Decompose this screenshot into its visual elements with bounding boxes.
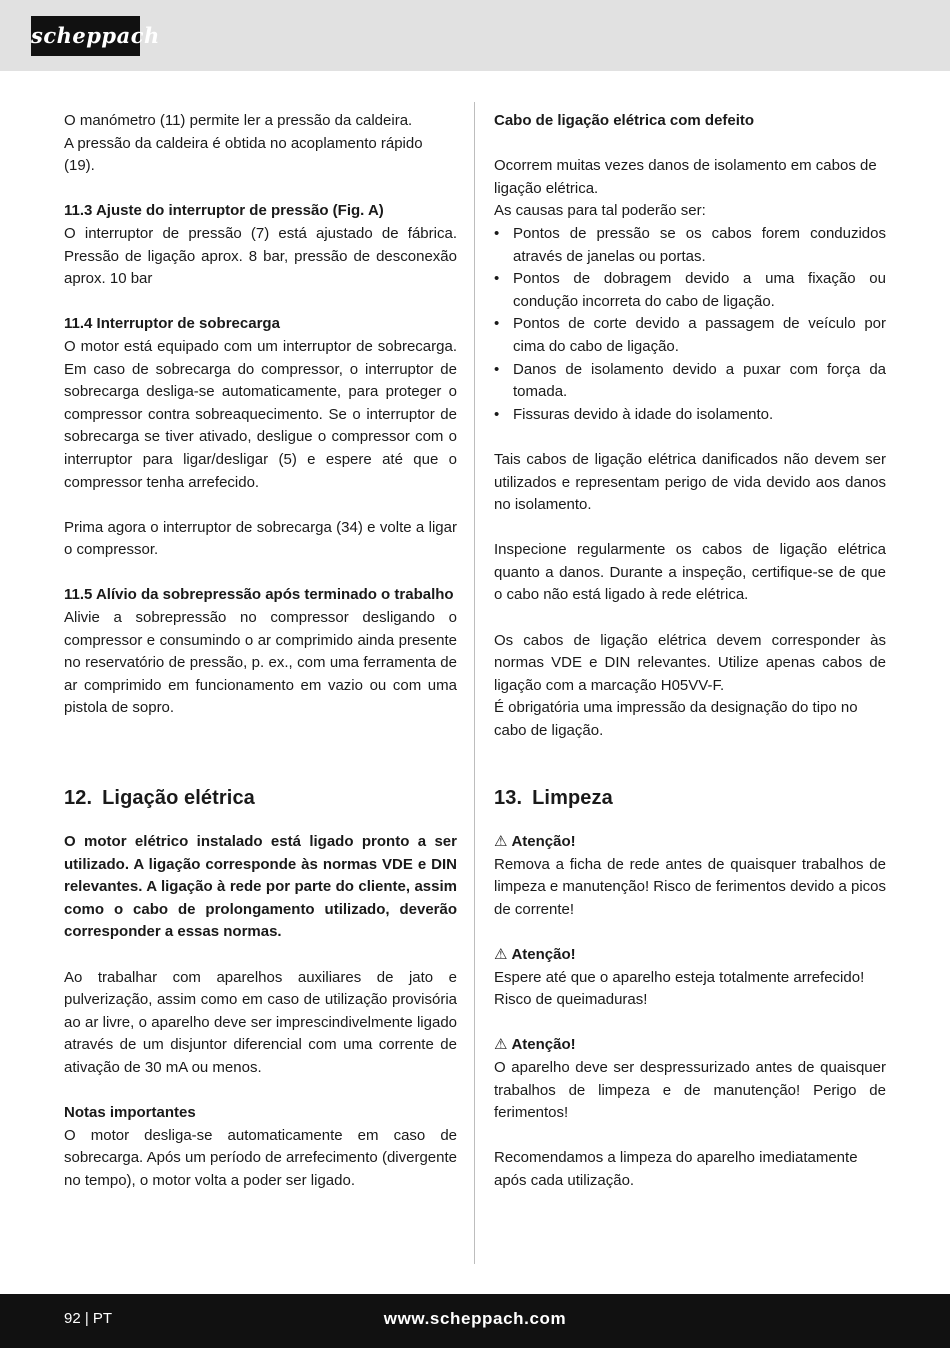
- page-footer: [0, 1294, 950, 1348]
- section-11-4-heading: 11.4 Interruptor de sobrecarga: [64, 315, 280, 333]
- warning-text-1: Remova a ficha de rede antes de quaisquer trabalhos de limpeza e manutenção! Risco de ferimentos devido a picos de corrente!: [494, 855, 886, 918]
- right-column: [494, 110, 886, 743]
- section-13-heading: 13. Limpeza: [494, 787, 613, 809]
- page-number: 92 | PT: [64, 1310, 113, 1327]
- page-header: [0, 0, 950, 71]
- section-13: [494, 785, 886, 1193]
- section-11-5-heading: 11.5 Alívio da sobrepressão após terminado o trabalho: [64, 586, 454, 604]
- list-item: • Pontos de corte devido a passagem de veículo por cima do cabo de ligação.: [494, 315, 886, 355]
- boiler-pressure-text: A pressão da caldeira é obtida no acoplamento rápido (19).: [64, 134, 423, 175]
- list-item: • Pontos de pressão se os cabos forem conduzidos através de janelas ou portas.: [494, 224, 886, 265]
- important-notes-text: O motor desliga-se automaticamente em caso de sobrecarga. Após um período de arrefecimento (divergente no tempo), o motor volta a poder ser ligado.: [64, 1126, 457, 1189]
- list-item: • Fissuras devido à idade do isolamento.: [494, 405, 774, 423]
- section-11-4-text: O motor está equipado com um interruptor de sobrecarga. Em caso de sobrecarga do compressor, o interruptor de sobrecarga desliga-se automaticamente, para proteger o compressor contra sobreaquecimento. Se o interruptor de sobrecarga se tiver ativado, desligue o compressor com o interruptor para ligar/desligar (5) e espere até que o compressor tenha arrefecido.: [64, 337, 457, 491]
- warning-icon: ⚠: [494, 945, 508, 963]
- website-link[interactable]: www.scheppach.com: [383, 1309, 567, 1328]
- causes-intro: As causas para tal poderão ser:: [494, 202, 706, 220]
- inspection-text: Inspecione regularmente os cabos de ligação elétrica quanto a danos. Durante a inspeção, certifique-se de que o cabo não está ligado à rede elétrica.: [494, 541, 886, 604]
- section-12: [64, 785, 457, 1193]
- column-divider: [474, 102, 475, 1264]
- section-11-5-text: Alivie a sobrepressão no compressor desligando o compressor e consumindo o ar comprimido ainda presente no reservatório de pressão, p. ex., com uma ferramenta de ar comprimido em funcionamento em vazio ou com uma pistola de sopro.: [64, 609, 457, 717]
- warning-heading: ⚠ Atenção!: [494, 945, 576, 963]
- type-print-text: É obrigatória uma impressão da designação do tipo no cabo de ligação.: [494, 699, 858, 740]
- section-12-heading: 12. Ligação elétrica: [64, 787, 255, 809]
- warning-icon: ⚠: [494, 833, 508, 850]
- section-12-rcd-text: Ao trabalhar com aparelhos auxiliares de jato e pulverização, assim como em caso de utilização provisória ao ar livre, o aparelho deve ser imprescindivelmente ligado através de um disjuntor diferencial com uma corrente de ativação de 30 mA ou menos.: [64, 968, 457, 1076]
- causes-list: [494, 223, 886, 426]
- standards-text: Os cabos de ligação elétrica devem corresponder às normas VDE e DIN relevantes. Utilize apenas cabos de ligação com a marcação H05VV-F.: [494, 631, 886, 694]
- section-12-intro: O motor elétrico instalado está ligado pronto a ser utilizado. A ligação corresponde às normas VDE e DIN relevantes. A ligação à rede por parte do cliente, assim como o cabo de prolongamento utilizado, deverão corresponder a essas normas.: [64, 833, 457, 941]
- warning-text-2: Espere até que o aparelho esteja totalmente arrefecido! Risco de queimaduras!: [494, 968, 865, 1009]
- important-notes-heading: Notas importantes: [64, 1104, 196, 1122]
- scheppach-logo: scheppach: [31, 16, 140, 56]
- cable-damage-text: Ocorrem muitas vezes danos de isolamento em cabos de ligação elétrica.: [494, 157, 877, 197]
- warning-heading: ⚠ Atenção!: [494, 1036, 576, 1054]
- warning-heading: ⚠ Atenção!: [494, 833, 576, 850]
- section-11-4-reset-text: Prima agora o interruptor de sobrecarga (34) e volte a ligar o compressor.: [64, 518, 457, 559]
- warning-icon: ⚠: [494, 1036, 508, 1054]
- list-item: • Pontos de dobragem devido a uma fixação ou condução incorreta do cabo de ligação.: [494, 270, 886, 310]
- cable-defect-heading: Cabo de ligação elétrica com defeito: [494, 112, 755, 129]
- cleaning-recommendation: Recomendamos a limpeza do aparelho imediatamente após cada utilização.: [494, 1149, 858, 1189]
- section-11-3-heading: 11.3 Ajuste do interruptor de pressão (Fig. A): [64, 202, 384, 220]
- warning-text-3: O aparelho deve ser despressurizado antes de quaisquer trabalhos de limpeza e de manutenção! Perigo de ferimentos!: [494, 1058, 886, 1122]
- damaged-cables-text: Tais cabos de ligação elétrica danificados não devem ser utilizados e representam perigo de vida devido aos danos no isolamento.: [494, 450, 886, 514]
- section-11-3-text: O interruptor de pressão (7) está ajustado de fábrica. Pressão de ligação aprox. 8 bar, pressão de desconexão aprox. 10 bar: [64, 224, 457, 288]
- left-column: [64, 110, 457, 720]
- manometer-text: O manómetro (11) permite ler a pressão da caldeira.: [64, 112, 413, 129]
- list-item: • Danos de isolamento devido a puxar com força da tomada.: [494, 360, 886, 401]
